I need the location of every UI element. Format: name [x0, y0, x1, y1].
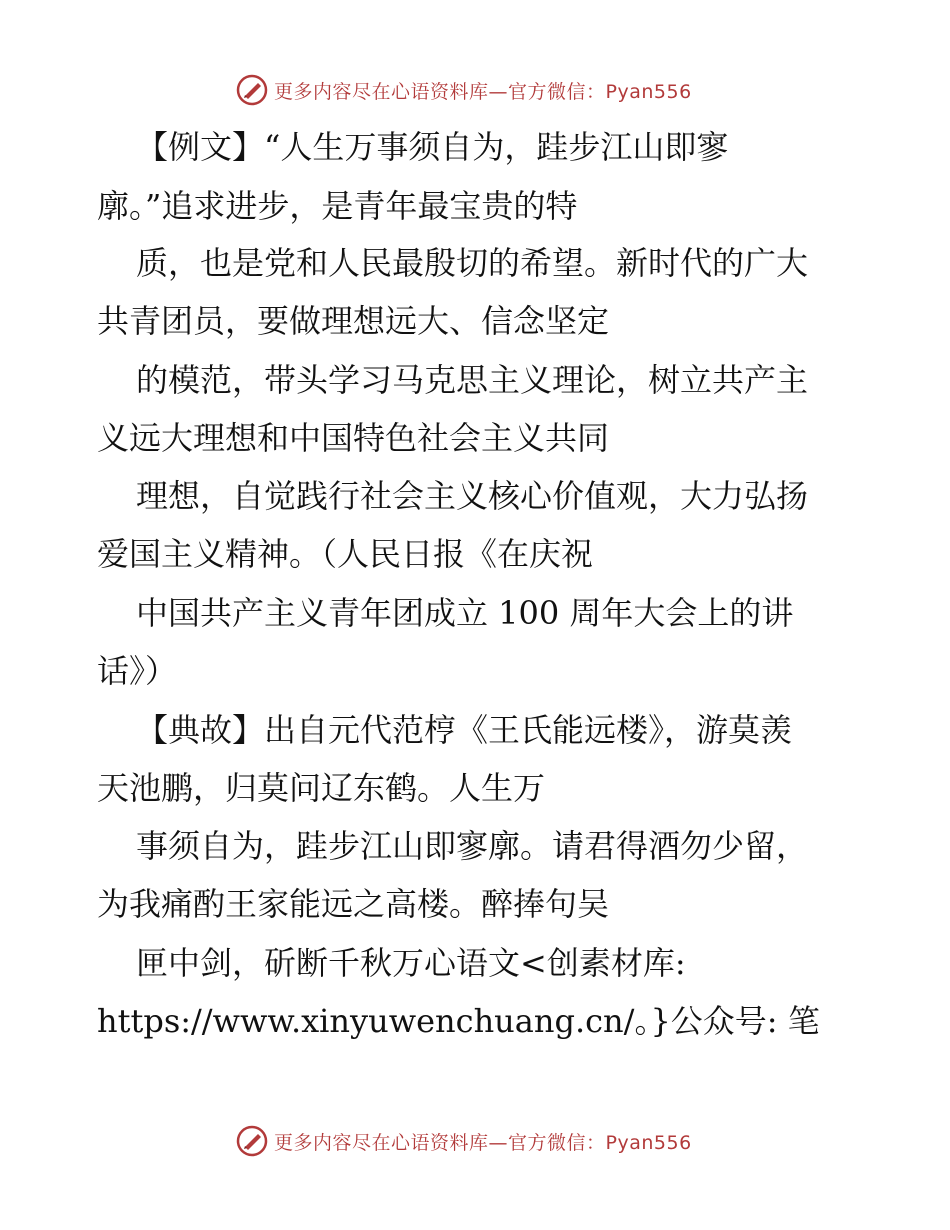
- text-line: 质，也是党和人民最殷切的希望。新时代的广大: [136, 244, 809, 282]
- text-line: 【典故】出自元代范梈《王氏能远楼》，游莫羡: [136, 711, 793, 749]
- text-line: 理想，自觉践行社会主义核心价值观，大力弘扬: [136, 477, 809, 515]
- text-line: 共青团员，要做理想远大、信念坚定: [97, 302, 610, 340]
- text-line: 的模范，带头学习马克思主义理论，树立共产主: [136, 361, 809, 399]
- footer-banner: [236, 1124, 692, 1158]
- brand-logo-icon: [236, 1125, 268, 1157]
- text-line: 廓。”追求进步，是青年最宝贵的特: [97, 187, 578, 225]
- text-line-url: https://www.xinyuwenchuang.cn/。}公众号: 笔: [97, 1002, 820, 1040]
- text-line: 义远大理想和中国特色社会主义共同: [97, 419, 610, 457]
- text-line: 为我痛酌王家能远之高楼。醉捧句吴: [97, 885, 610, 923]
- text-line: 匣中剑，斫断千秋万心语文<创素材库:: [136, 944, 686, 982]
- text-line: 事须自为，跬步江山即寥廓。请君得酒勿少留，: [136, 827, 809, 865]
- header-banner: [236, 73, 692, 107]
- text-line: 中国共产主义青年团成立 100 周年大会上的讲: [136, 594, 794, 632]
- footer-banner-text: 更多内容尽在心语资料库—官方微信：Pyan556: [274, 1131, 692, 1154]
- text-line: 天池鹏，归莫问辽东鹤。人生万: [97, 769, 546, 807]
- text-line: 爱国主义精神。（人民日报《在庆祝: [97, 535, 594, 573]
- text-line: 话》）: [97, 652, 178, 690]
- text-line: 【例文】“人生万事须自为，跬步江山即寥: [136, 128, 729, 166]
- header-banner-text: 更多内容尽在心语资料库—官方微信：Pyan556: [274, 80, 692, 103]
- brand-logo-icon: [236, 74, 268, 106]
